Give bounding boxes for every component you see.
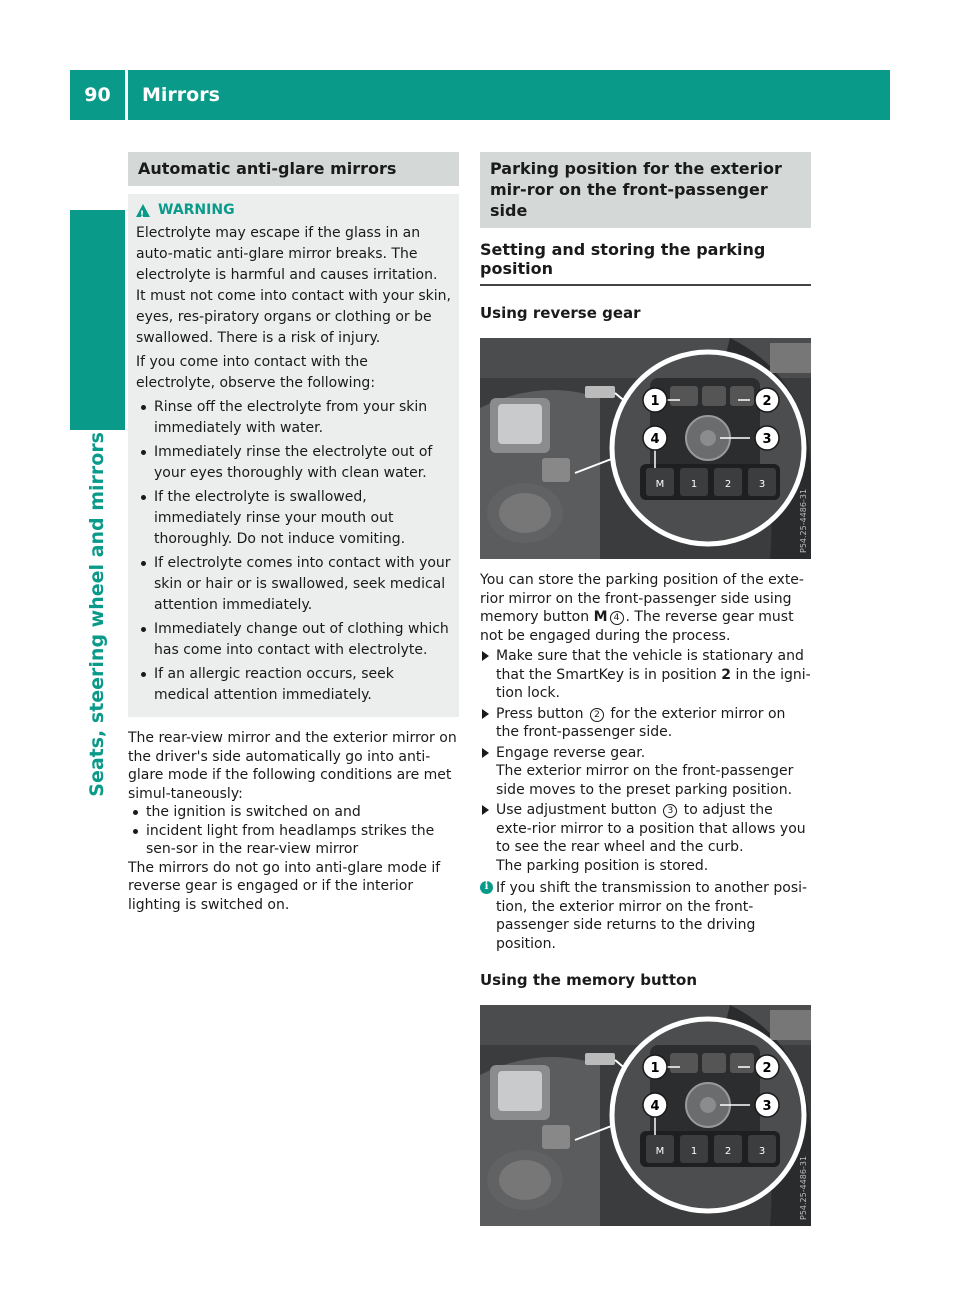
callout-ref: 4 (610, 611, 624, 625)
memory-key-3: 3 (758, 1146, 766, 1157)
callout-1: 1 (650, 394, 660, 409)
instructions (480, 571, 811, 953)
text-run: Make sure that the vehicle is stationary and that the SmartKey is in position (496, 648, 804, 683)
paragraph: The rear-view mirror and the exterior mirror on the driver's side automatically go into anti-glare mode if the following conditions are met simul-taneously: (128, 730, 457, 802)
text-run: Use adjustment button (496, 802, 662, 818)
condition-list (128, 803, 459, 859)
photo-code: P54.25-4486-31 (799, 1155, 808, 1220)
page-number: 90 (84, 84, 111, 106)
memory-key-1: 1 (690, 1146, 698, 1157)
text-run: for the exterior mirror on the front-passenger side. (496, 705, 786, 740)
callout-4: 4 (650, 1099, 660, 1114)
memory-key-2: 2 (724, 1146, 732, 1157)
text-run: The parking position is stored. (496, 857, 709, 874)
step-item (480, 647, 811, 703)
door-control-photo-2 (480, 1005, 811, 1226)
step-arrow-icon (482, 805, 489, 815)
paragraph: The mirrors do not go into anti-glare mode if reverse gear is engaged or if the interior lighting is switched on. (128, 859, 441, 913)
page-title: Mirrors (142, 84, 220, 106)
text-run: The exterior mirror on the front-passenger side moves to the preset parking position. (496, 763, 794, 798)
warning-paragraph: If you come into contact with the electrolyte, observe the following: (136, 354, 376, 391)
list-item: If the electrolyte is swallowed, immediately rinse your mouth out thoroughly. Do not induce vomiting. (136, 487, 451, 550)
list-item: the ignition is switched on and (128, 803, 459, 822)
callout-4: 4 (650, 432, 660, 447)
heading-memory-button: Using the memory button (480, 971, 698, 989)
info-text: If you shift the transmission to another posi-tion, the exterior mirror on the front-passenger side returns to the driving position. (496, 880, 808, 952)
side-tab-label: Seats, steering wheel and mirrors (86, 432, 108, 797)
warning-label: WARNING (158, 202, 235, 218)
info-icon: i (480, 881, 493, 894)
memory-key-2: 2 (724, 479, 732, 490)
list-item: Immediately change out of clothing which has come into contact with electrolyte. (136, 619, 451, 661)
door-control-photo (480, 338, 811, 559)
list-item: Immediately rinse the electrolyte out of your eyes thoroughly with clean water. (136, 442, 451, 484)
section-heading-parking-position: Parking position for the exterior mir-ror on the front-passenger side (480, 152, 811, 228)
callout-1: 1 (650, 1061, 660, 1076)
memory-key-1: 1 (690, 479, 698, 490)
warning-box (128, 194, 459, 717)
text-run: Press button (496, 705, 588, 722)
text-run: to adjust the exte-rior mirror to a position that allows you to see the rear wheel and the curb. (496, 802, 806, 855)
text-run: . The reverse gear must not be engaged during the process. (480, 609, 794, 644)
callout-2: 2 (762, 394, 772, 409)
callout-ref: 3 (663, 804, 677, 818)
list-item: If electrolyte comes into contact with your skin or hair or is swallowed, seek medical attention immediately. (136, 553, 451, 616)
text-run: in the igni-tion lock. (496, 666, 811, 701)
heading-reverse-gear: Using reverse gear (480, 304, 641, 322)
step-item (480, 744, 811, 800)
callout-2: 2 (762, 1061, 772, 1076)
step-arrow-icon (482, 709, 489, 719)
warning-list (136, 397, 451, 706)
text-run: You can store the parking position of the exte-rior mirror on the front-passenger side using memory button (480, 572, 804, 625)
step-arrow-icon (482, 748, 489, 758)
warning-header (136, 200, 451, 221)
step-item (480, 705, 811, 742)
list-item: If an allergic reaction occurs, seek medical attention immediately. (136, 664, 451, 706)
memory-key-m: M (655, 479, 665, 490)
info-note (480, 879, 811, 953)
intro-paragraph (480, 571, 811, 645)
section-heading-anti-glare: Automatic anti-glare mirrors (128, 152, 459, 186)
list-item: incident light from headlamps strikes the sen-sor in the rear-view mirror (128, 822, 459, 859)
right-column (480, 152, 811, 1226)
step-item (480, 801, 811, 875)
list-item: Rinse off the electrolyte from your skin immediately with water. (136, 397, 451, 439)
body-text (128, 729, 459, 914)
header-divider (125, 70, 128, 120)
memory-key-m: M (655, 1146, 665, 1157)
warning-icon (136, 204, 150, 217)
door-control-illustration-2 (480, 1005, 811, 1226)
memory-key-3: 3 (758, 479, 766, 490)
side-color-block (70, 210, 125, 430)
left-column (128, 152, 459, 914)
callout-3: 3 (762, 1099, 772, 1114)
subheading-setting-storing: Setting and storing the parking position (480, 228, 811, 286)
side-tab (74, 432, 122, 1032)
memory-label: M (593, 609, 608, 625)
step-arrow-icon (482, 651, 489, 661)
callout-3: 3 (762, 432, 772, 447)
key-position: 2 (721, 666, 731, 683)
text-run: Engage reverse gear. (496, 744, 646, 761)
warning-paragraph: Electrolyte may escape if the glass in an auto-matic anti-glare mirror breaks. The electrolyte is harmful and causes irritation. It must not come into contact with your skin, eyes, res-piratory organs or clothing or be swallowed. There is a risk of injury. (136, 225, 451, 346)
photo-code: P54.25-4486-31 (799, 488, 808, 553)
callout-ref: 2 (590, 708, 604, 722)
door-control-illustration (480, 338, 811, 559)
